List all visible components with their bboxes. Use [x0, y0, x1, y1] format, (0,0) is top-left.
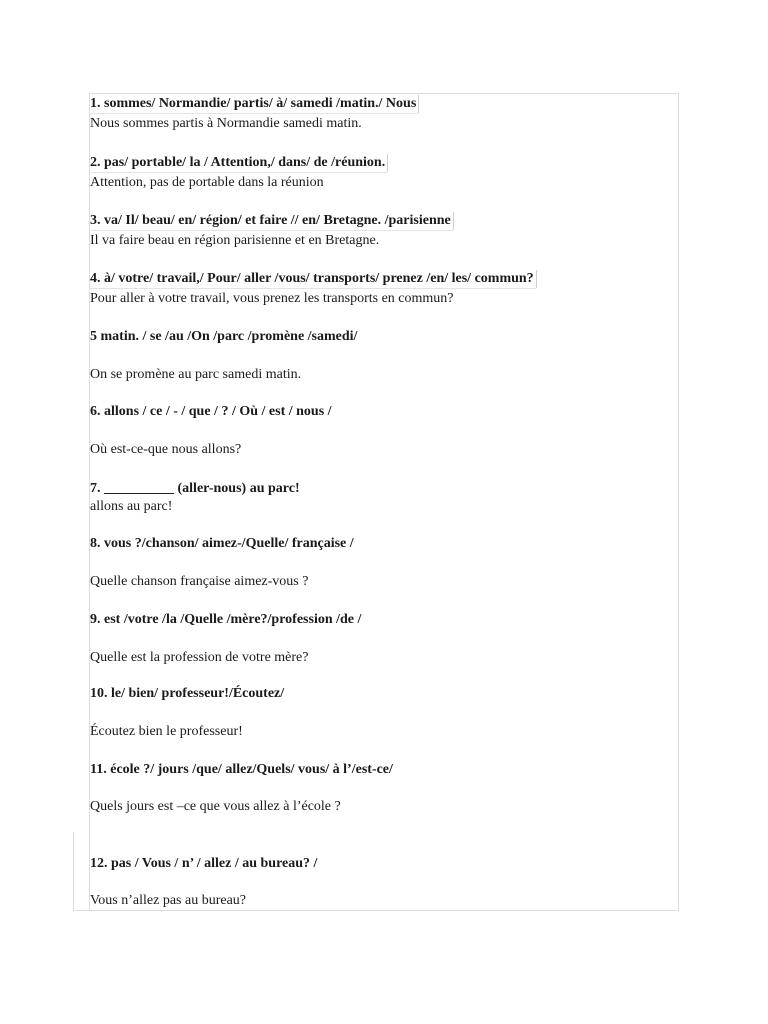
exercise-9-question: 9. est /votre /la /Quelle /mère?/profession /de /: [90, 612, 362, 627]
frame-left-extension: [73, 832, 89, 911]
exercise-9-answer: Quelle est la profession de votre mère?: [90, 650, 309, 665]
exercise-3-answer: Il va faire beau en région parisienne et en Bretagne.: [90, 233, 380, 248]
exercise-7-question: 7. __________ (aller-nous) au parc!: [90, 481, 300, 496]
exercise-5-question: 5 matin. / se /au /On /parc /promène /samedi/: [90, 329, 358, 344]
exercise-12-answer: Vous n’allez pas au bureau?: [90, 893, 247, 908]
exercise-7-answer: allons au parc!: [90, 499, 173, 514]
exercise-8-question: 8. vous ?/chanson/ aimez-/Quelle/ française /: [90, 536, 354, 551]
exercise-4-answer: Pour aller à votre travail, vous prenez les transports en commun?: [90, 291, 454, 306]
exercise-10-answer: Écoutez bien le professeur!: [90, 724, 243, 739]
exercise-4-question: 4. à/ votre/ travail,/ Pour/ aller /vous/ transports/ prenez /en/ les/ commun?: [90, 271, 534, 286]
exercise-12-question: 12. pas / Vous / n’ / allez / au bureau? /: [90, 856, 318, 871]
exercise-11-answer: Quels jours est –ce que vous allez à l’école ?: [90, 799, 341, 814]
exercise-8-answer: Quelle chanson française aimez-vous ?: [90, 574, 309, 589]
exercise-1-question: 1. sommes/ Normandie/ partis/ à/ samedi /matin./ Nous: [90, 96, 417, 111]
exercise-2-question: 2. pas/ portable/ la / Attention,/ dans/ de /réunion.: [90, 155, 386, 170]
exercise-5-answer: On se promène au parc samedi matin.: [90, 367, 302, 382]
exercise-3-question: 3. va/ Il/ beau/ en/ région/ et faire // en/ Bretagne. /parisienne: [90, 213, 451, 228]
exercise-10-question: 10. le/ bien/ professeur!/Écoutez/: [90, 686, 285, 701]
exercise-6-answer: Où est-ce-que nous allons?: [90, 442, 242, 457]
exercise-1-answer: Nous sommes partis à Normandie samedi matin.: [90, 116, 362, 131]
exercise-2-answer: Attention, pas de portable dans la réunion: [90, 175, 324, 190]
exercise-6-question: 6. allons / ce / - / que / ? / Où / est / nous /: [90, 404, 332, 419]
exercise-11-question: 11. école ?/ jours /que/ allez/Quels/ vous/ à l’/est-ce/: [90, 762, 393, 777]
